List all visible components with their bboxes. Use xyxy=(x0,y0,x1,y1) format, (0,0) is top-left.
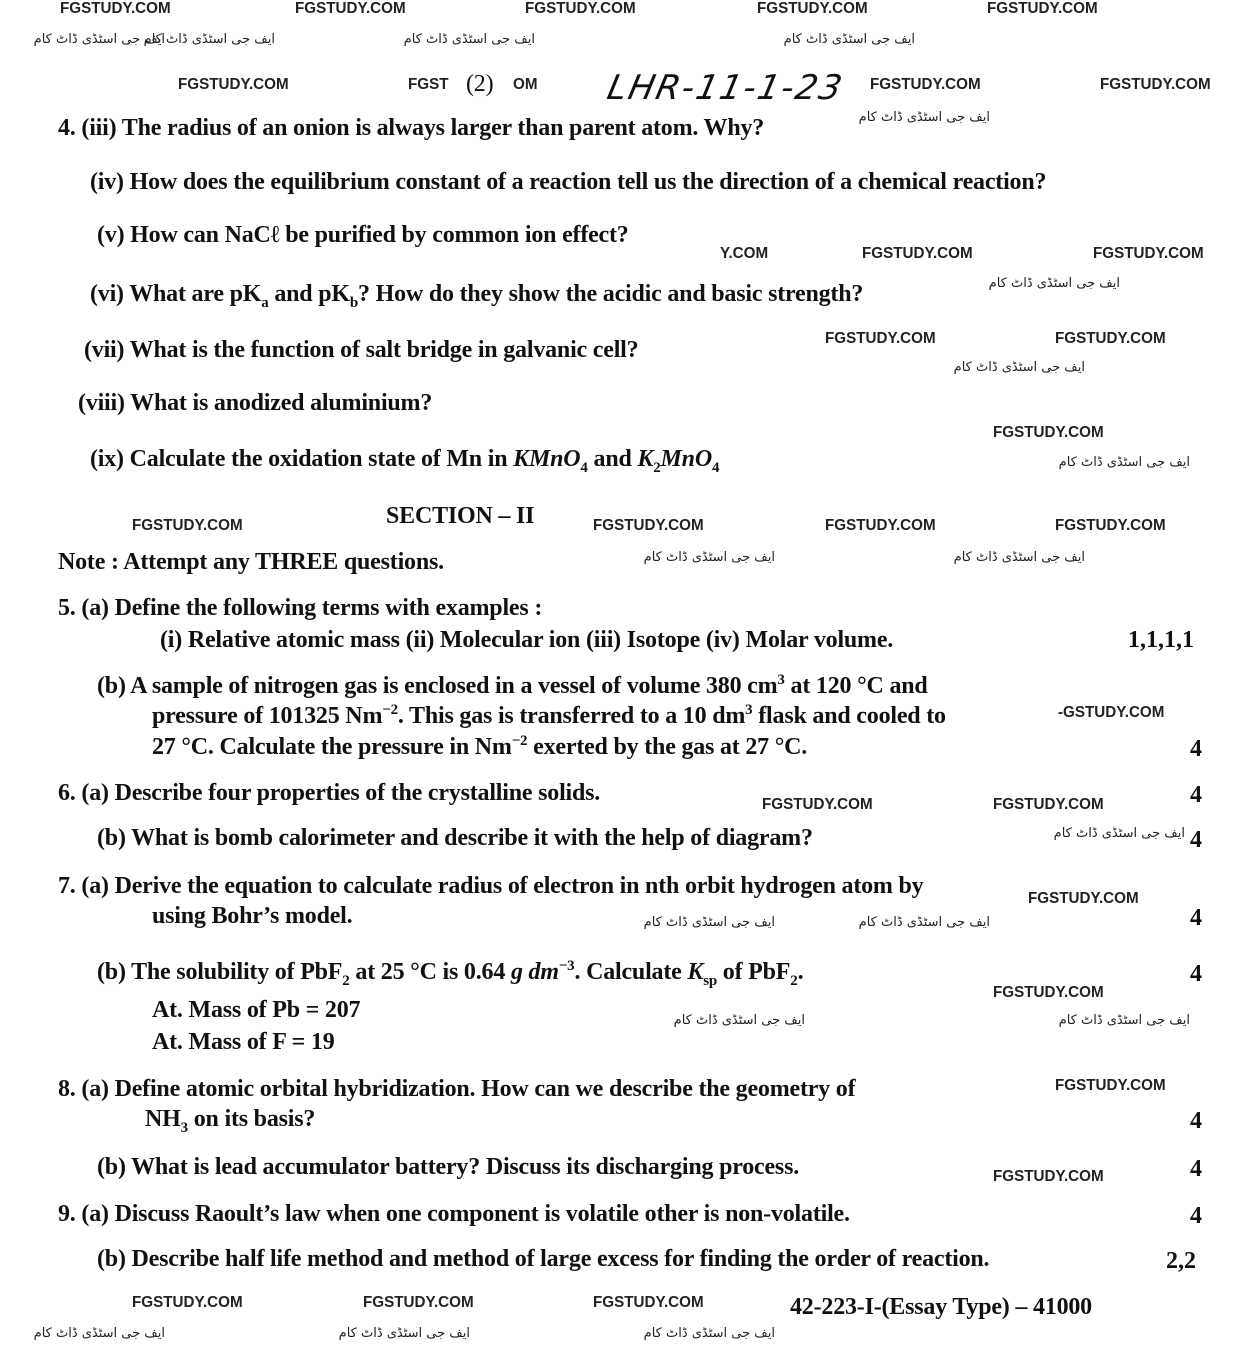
watermark-text: FGSTUDY.COM xyxy=(1093,245,1204,262)
watermark-urdu: ایف جی اسٹڈی ڈاٹ کام xyxy=(33,32,165,47)
marks: 4 xyxy=(1190,736,1202,762)
text-segment: . Calculate xyxy=(574,959,688,985)
text-segment: (iv) How does the equilibrium constant of a reaction tell us the direction of a chemical reaction? xyxy=(90,169,1047,195)
question-6a xyxy=(58,779,600,807)
watermark-urdu: ایف جی اسٹڈی ڈاٹ کام xyxy=(643,1326,775,1341)
watermark-text: FGSTUDY.COM xyxy=(987,0,1098,17)
watermark-text: FGSTUDY.COM xyxy=(1055,330,1166,347)
watermark-fragment: OM xyxy=(513,76,538,93)
watermark-text: FGSTUDY.COM xyxy=(1100,76,1211,93)
text-segment: (v) How can NaCℓ be purified by common ion effect? xyxy=(97,222,629,248)
watermark-text: FGSTUDY.COM xyxy=(132,517,243,534)
text-segment: 4 xyxy=(711,459,720,476)
watermark-urdu: ایف جی اسٹڈی ڈاٹ کام xyxy=(33,1326,165,1341)
text-segment: of PbF xyxy=(716,959,791,985)
text-segment: (b) A sample of nitrogen gas is enclosed in a vessel of volume 380 cm xyxy=(97,673,778,699)
text-segment: flask and cooled to xyxy=(752,703,946,729)
watermark-urdu: ایف جی اسٹڈی ڈاٹ کام xyxy=(953,360,1085,375)
watermark-text: FGSTUDY.COM xyxy=(993,424,1104,441)
watermark-urdu: ایف جی اسٹڈی ڈاٹ کام xyxy=(988,276,1120,291)
text-segment: NH xyxy=(145,1106,181,1132)
watermark-text: FGSTUDY.COM xyxy=(295,0,406,17)
text-segment: 3 xyxy=(777,672,785,688)
question-8a xyxy=(58,1075,855,1103)
text-segment: b xyxy=(349,294,359,311)
watermark-urdu: ایف جی اسٹڈی ڈاٹ کام xyxy=(643,915,775,930)
watermark-text: Y.COM xyxy=(720,245,769,262)
watermark-urdu: ایف جی اسٹڈی ڈاٹ کام xyxy=(673,1013,805,1028)
question-7b xyxy=(97,958,804,989)
text-segment: 4. (iii) The radius of an onion is always larger than parent atom. Why? xyxy=(58,115,765,141)
watermark-text: FGSTUDY.COM xyxy=(993,1168,1104,1185)
watermark-text: FGSTUDY.COM xyxy=(993,796,1104,813)
question-4-ix xyxy=(90,445,720,476)
question-4-vii xyxy=(84,336,638,364)
text-segment: −2 xyxy=(511,733,528,749)
text-segment: at 120 °C and xyxy=(784,673,928,699)
question-9a xyxy=(58,1200,850,1228)
text-segment: (vi) What are pK xyxy=(90,281,262,307)
text-segment: (i) Relative atomic mass (ii) Molecular ion (iii) Isotope (iv) Molar volume. xyxy=(160,627,894,653)
marks: 4 xyxy=(1190,1108,1202,1134)
text-segment: K xyxy=(687,959,704,985)
question-7a-line2 xyxy=(152,902,352,930)
watermark-urdu: ایف جی اسٹڈی ڈاٹ کام xyxy=(338,1326,470,1341)
text-segment: −3 xyxy=(558,958,575,974)
text-segment: 6. (a) Describe four properties of the crystalline solids. xyxy=(58,780,601,806)
marks: 4 xyxy=(1190,1156,1202,1182)
text-segment: g dm xyxy=(510,959,559,985)
marks: 4 xyxy=(1190,1203,1202,1229)
watermark-text: FGSTUDY.COM xyxy=(825,517,936,534)
question-8a-line2 xyxy=(145,1105,316,1136)
watermark-fragment: FGST xyxy=(408,76,449,93)
text-segment: (b) What is lead accumulator battery? Discuss its discharging process. xyxy=(97,1154,800,1180)
text-segment: (b) Describe half life method and method of large excess for finding the order of reaction. xyxy=(97,1246,990,1272)
text-segment: exerted by the gas at 27 °C. xyxy=(527,734,808,760)
watermark-urdu: ایف جی اسٹڈی ڈاٹ کام xyxy=(783,32,915,47)
watermark-text: FGSTUDY.COM xyxy=(132,1294,243,1311)
marks: 2,2 xyxy=(1166,1248,1196,1274)
text-segment: and pK xyxy=(268,281,350,307)
marks: 4 xyxy=(1190,782,1202,808)
question-4-viii xyxy=(78,389,432,417)
question-4-iii xyxy=(58,114,764,142)
text-segment: (ix) Calculate the oxidation state of Mn in xyxy=(90,446,514,472)
question-5b xyxy=(97,672,928,700)
text-segment: pressure of 101325 Nm xyxy=(152,703,383,729)
text-segment: MnO xyxy=(660,446,712,472)
watermark-text: FGSTUDY.COM xyxy=(178,76,289,93)
watermark-urdu: ایف جی اسٹڈی ڈاٹ کام xyxy=(1058,1013,1190,1028)
watermark-urdu: ایف جی اسٹڈی ڈاٹ کام xyxy=(1058,455,1190,470)
text-segment: sp xyxy=(703,972,717,989)
question-5a xyxy=(58,594,542,622)
watermark-text: FGSTUDY.COM xyxy=(593,517,704,534)
text-segment: At. Mass of Pb = 207 xyxy=(152,997,361,1023)
watermark-text: FGSTUDY.COM xyxy=(993,984,1104,1001)
text-segment: (vii) What is the function of salt bridge in galvanic cell? xyxy=(84,337,639,363)
text-segment: on its basis? xyxy=(187,1106,316,1132)
question-6b xyxy=(97,824,813,852)
text-segment: 5. (a) Define the following terms with examples : xyxy=(58,595,543,621)
text-segment: using Bohr’s model. xyxy=(152,903,353,929)
question-4-iv xyxy=(90,168,1046,196)
section-note: Note : Attempt any THREE questions. xyxy=(58,549,444,575)
watermark-text: FGSTUDY.COM xyxy=(862,245,973,262)
watermark-urdu: ایف جی اسٹڈی ڈاٹ کام xyxy=(403,32,535,47)
marks: 1,1,1,1 xyxy=(1128,627,1194,653)
text-segment: At. Mass of F = 19 xyxy=(152,1029,335,1055)
text-segment: . xyxy=(797,959,804,985)
watermark-urdu: ایف جی اسٹڈی ڈاٹ کام xyxy=(143,32,275,47)
watermark-urdu: ایف جی اسٹڈی ڈاٹ کام xyxy=(643,550,775,565)
marks: 4 xyxy=(1190,827,1202,853)
watermark-text: FGSTUDY.COM xyxy=(525,0,636,17)
watermark-text: FGSTUDY.COM xyxy=(363,1294,474,1311)
question-4-vi xyxy=(90,280,864,311)
text-segment: . This gas is transferred to a 10 dm xyxy=(397,703,746,729)
marks: 4 xyxy=(1190,961,1202,987)
watermark-text: FGSTUDY.COM xyxy=(60,0,171,17)
page-number: (2) xyxy=(466,71,494,97)
text-segment: −2 xyxy=(382,702,398,718)
text-segment: ? How do they show the acidic and basic strength? xyxy=(358,281,864,307)
watermark-text: FGSTUDY.COM xyxy=(757,0,868,17)
text-segment: a xyxy=(261,294,269,311)
question-7b-mass-pb xyxy=(152,996,360,1024)
watermark-urdu: ایف جی اسٹڈی ڈاٹ کام xyxy=(858,110,990,125)
handwritten-board-code: LHR-11-1-23 xyxy=(603,68,848,108)
question-4-v xyxy=(97,221,629,249)
question-5b-line2 xyxy=(152,702,946,730)
watermark-text: FGSTUDY.COM xyxy=(825,330,936,347)
watermark-urdu: ایف جی اسٹڈی ڈاٹ کام xyxy=(858,915,990,930)
question-5a-terms xyxy=(160,626,893,654)
text-segment: 3 xyxy=(745,702,753,718)
text-segment: 3 xyxy=(180,1119,188,1136)
question-7b-mass-f xyxy=(152,1028,335,1056)
text-segment: 27 °C. Calculate the pressure in Nm xyxy=(152,734,512,760)
text-segment: (b) What is bomb calorimeter and describe it with the help of diagram? xyxy=(97,825,813,851)
question-7a xyxy=(58,872,923,900)
text-segment: (viii) What is anodized aluminium? xyxy=(78,390,433,416)
watermark-text: FGSTUDY.COM xyxy=(593,1294,704,1311)
watermark-text: -GSTUDY.COM xyxy=(1058,704,1165,721)
text-segment: KMnO xyxy=(513,446,581,472)
text-segment: and xyxy=(587,446,638,472)
text-segment: 7. (a) Derive the equation to calculate radius of electron in nth orbit hydrogen atom by xyxy=(58,873,924,899)
text-segment: 8. (a) Define atomic orbital hybridization. How can we describe the geometry of xyxy=(58,1076,856,1102)
watermark-text: FGSTUDY.COM xyxy=(1055,517,1166,534)
text-segment: 9. (a) Discuss Raoult’s law when one component is volatile other is non-volatile. xyxy=(58,1201,850,1227)
question-8b xyxy=(97,1153,799,1181)
text-segment: 2 xyxy=(342,972,350,989)
watermark-text: FGSTUDY.COM xyxy=(762,796,873,813)
text-segment: 4 xyxy=(580,459,588,476)
watermark-urdu: ایف جی اسٹڈی ڈاٹ کام xyxy=(1053,826,1185,841)
marks: 4 xyxy=(1190,905,1202,931)
watermark-text: FGSTUDY.COM xyxy=(1028,890,1139,907)
section-title: SECTION – II xyxy=(386,503,535,529)
text-segment: at 25 °C is 0.64 xyxy=(349,959,511,985)
question-5b-line3 xyxy=(152,733,807,761)
watermark-text: FGSTUDY.COM xyxy=(870,76,981,93)
text-segment: 2 xyxy=(790,972,798,989)
watermark-urdu: ایف جی اسٹڈی ڈاٹ کام xyxy=(953,550,1085,565)
paper-code: 42-223-I-(Essay Type) – 41000 xyxy=(790,1294,1092,1320)
text-segment: 2 xyxy=(653,459,661,476)
watermark-text: FGSTUDY.COM xyxy=(1055,1077,1166,1094)
question-9b xyxy=(97,1245,989,1273)
text-segment: K xyxy=(637,446,654,472)
text-segment: (b) The solubility of PbF xyxy=(97,959,343,985)
